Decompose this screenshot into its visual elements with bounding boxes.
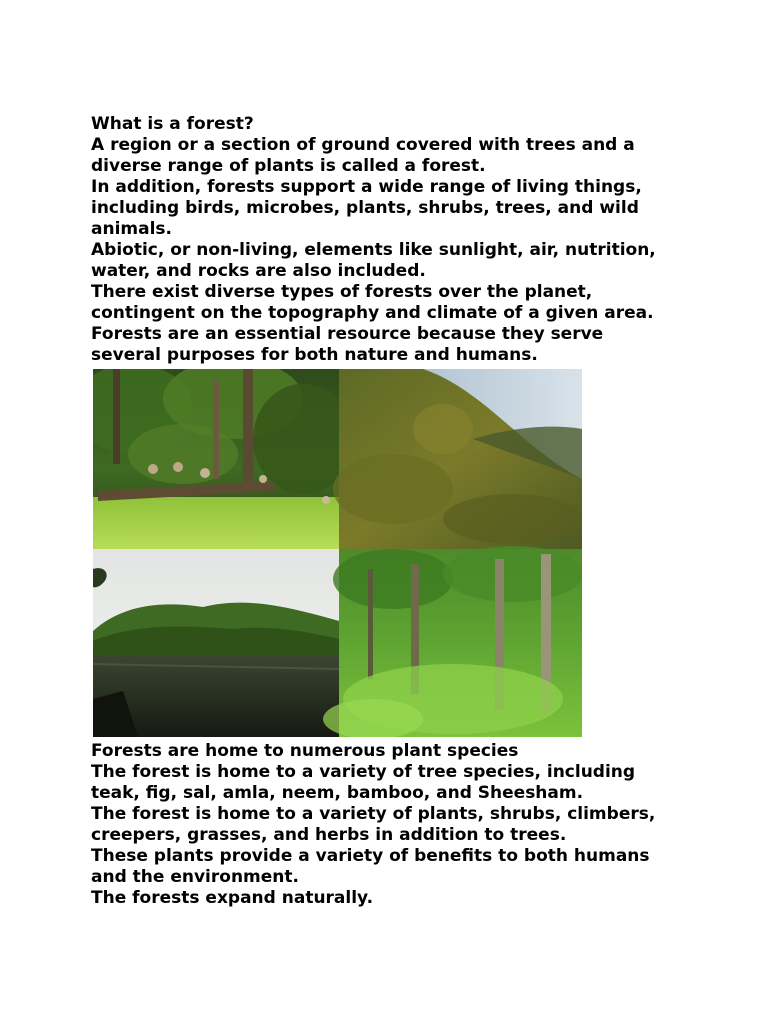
text-line: In addition, forests support a wide range of living things, [91,177,642,197]
plant-species-section [91,741,691,909]
text-line: diverse range of plants is called a forest. [91,156,486,176]
text-line: The forest is home to a variety of plants, shrubs, climbers, [91,804,656,824]
text-line: Forests are an essential resource because they serve [91,324,604,344]
text-line: These plants provide a variety of benefits to both humans [91,846,650,866]
text-line: Abiotic, or non-living, elements like sunlight, air, nutrition, [91,240,656,260]
text-line: creepers, grasses, and herbs in addition to trees. [91,825,567,845]
green-forest-floor-photo [323,546,582,737]
text-line: teak, fig, sal, amla, neem, bamboo, and Sheesham. [91,783,584,803]
forested-hillside-photo [333,369,582,549]
forest-photo-collage [93,369,582,737]
text-line: A region or a section of ground covered with trees and a [91,135,635,155]
text-line: and the environment. [91,867,299,887]
text-line: several purposes for both nature and humans. [91,345,538,365]
section-heading: What is a forest? [91,114,254,134]
text-line: There exist diverse types of forests over the planet, [91,282,593,302]
text-line: contingent on the topography and climate of a given area. [91,303,654,323]
text-line: including birds, microbes, plants, shrubs, trees, and wild [91,198,639,218]
section-heading: Forests are home to numerous plant species [91,741,519,761]
text-line: water, and rocks are also included. [91,261,426,281]
text-line: The forests expand naturally. [91,888,374,908]
forest-clearing-with-monkeys-photo [93,369,353,549]
lake-with-forest-photo [93,549,339,737]
intro-section [91,114,691,366]
text-line: The forest is home to a variety of tree species, including [91,762,636,782]
text-line: animals. [91,219,172,239]
